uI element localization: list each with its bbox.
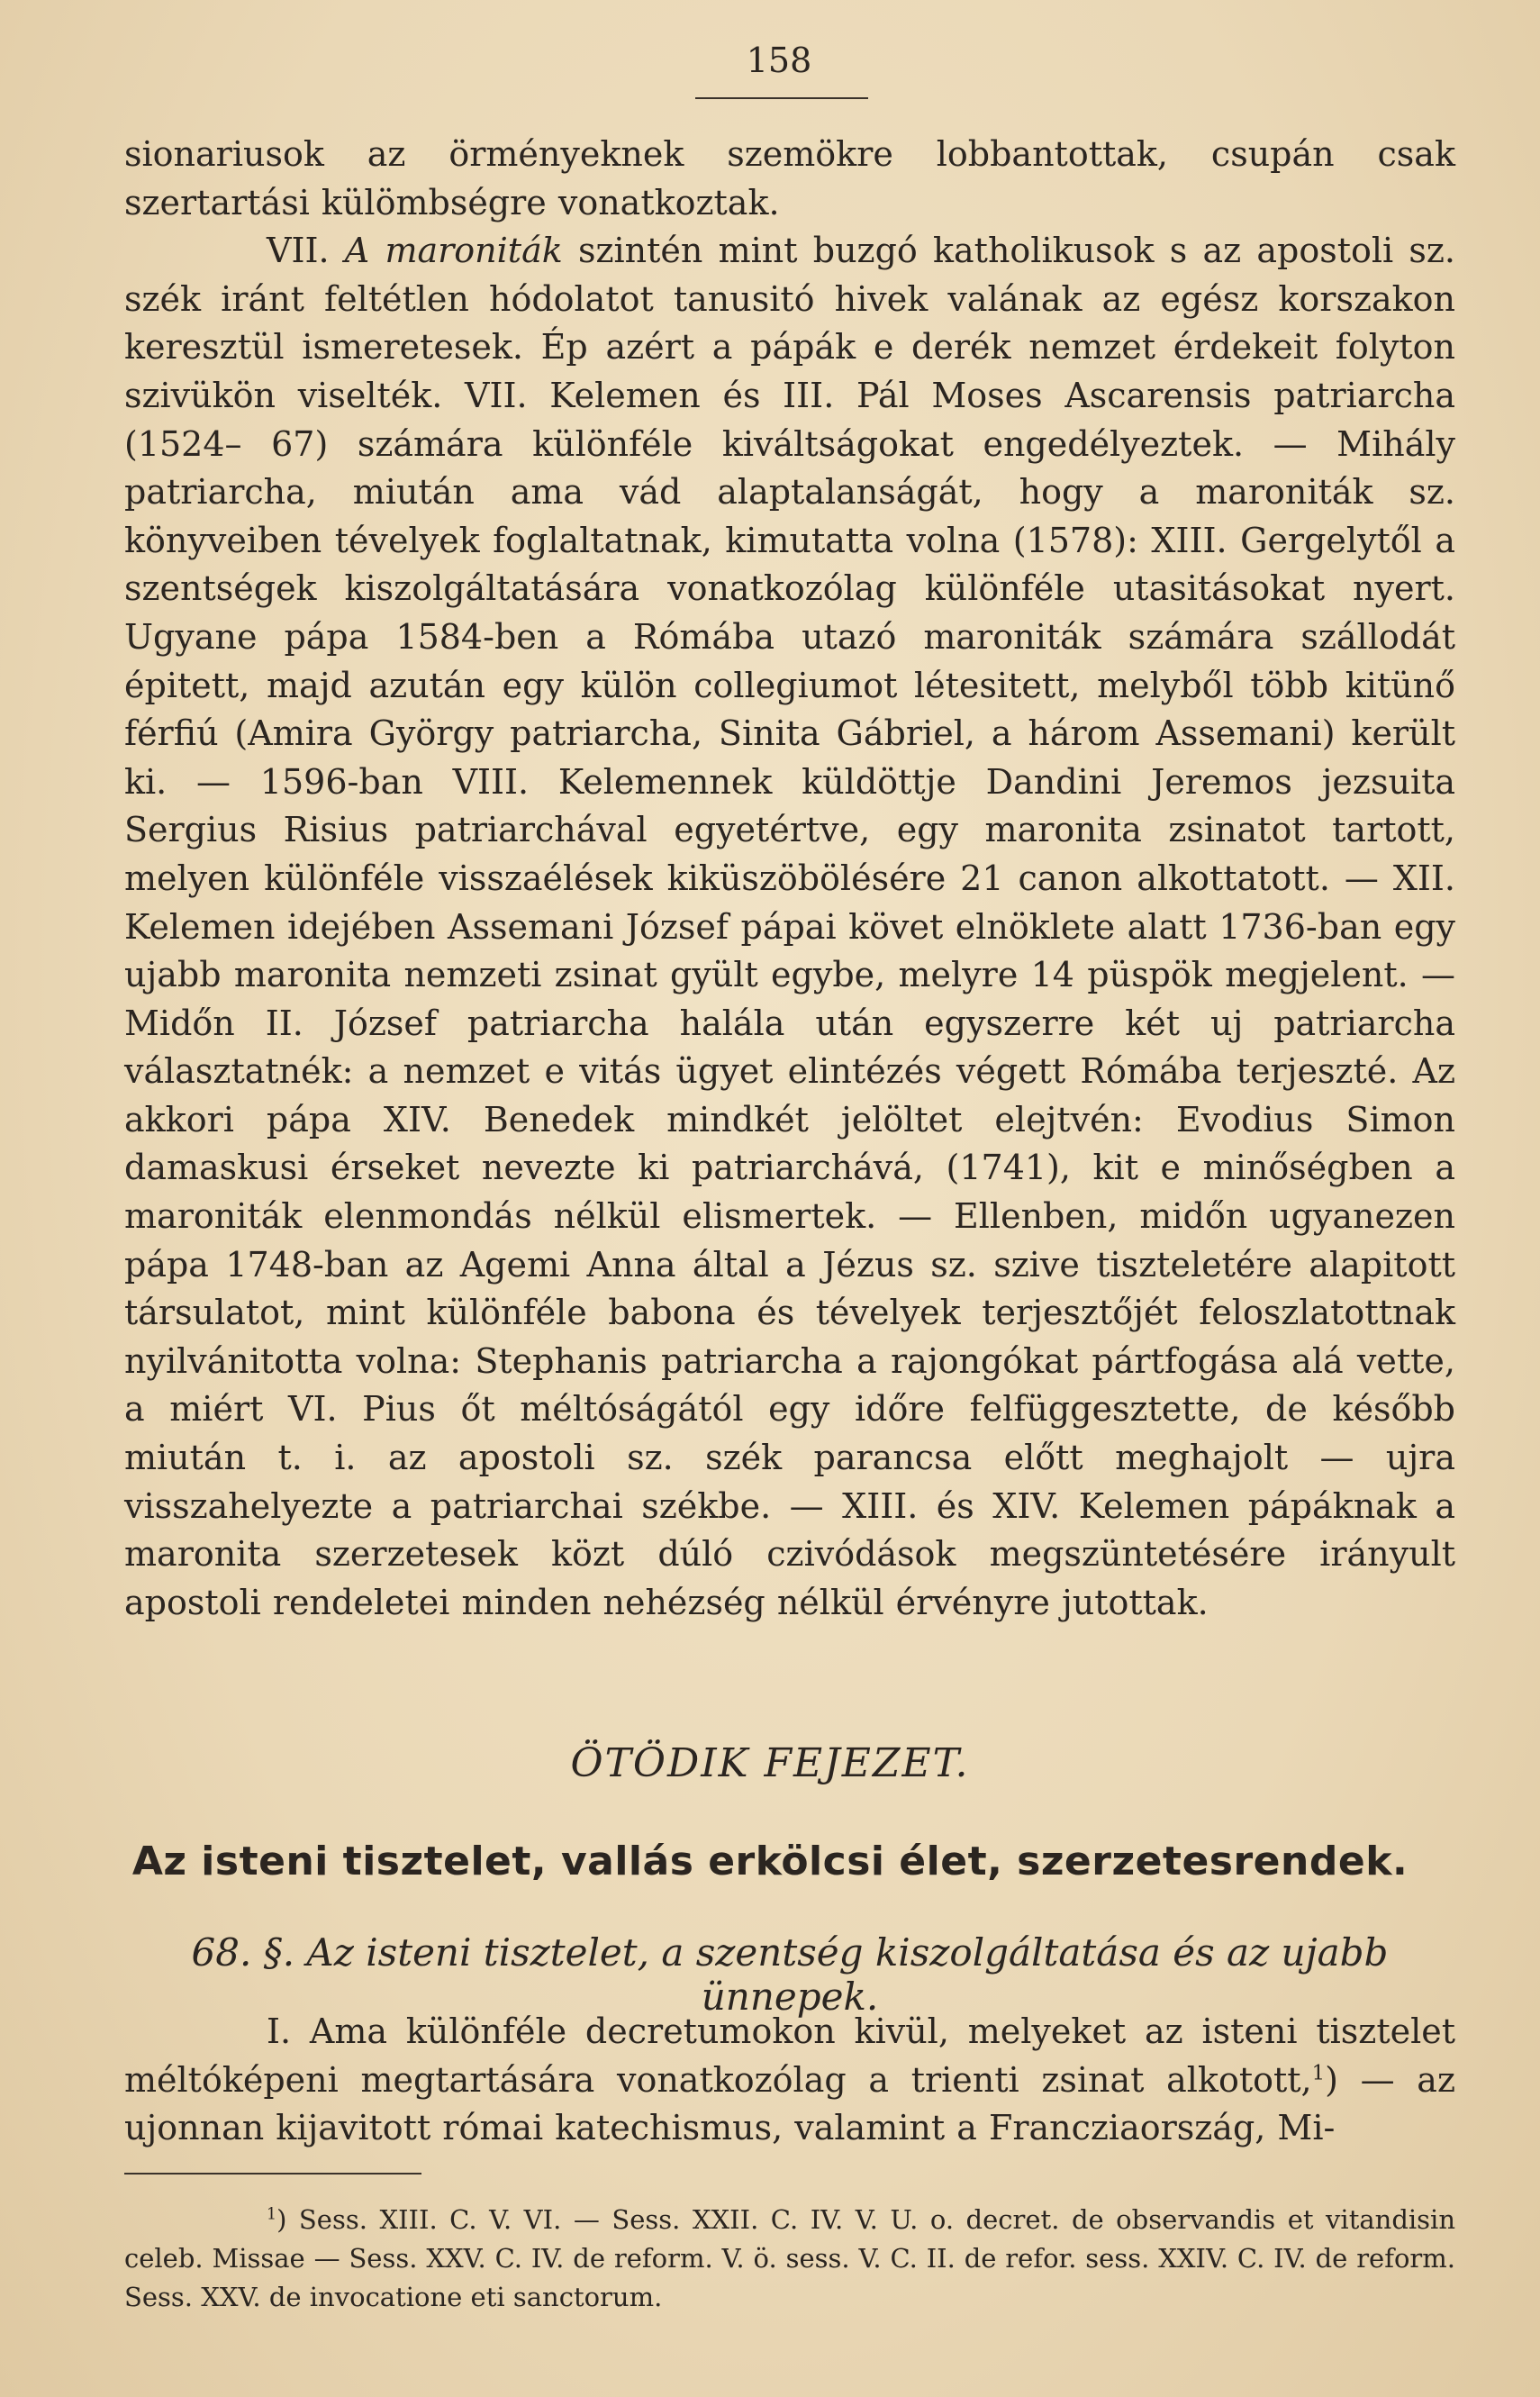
chapter-title: Az isteni tisztelet, vallás erkölcsi élet, szerzetesrendek. (131, 1839, 1409, 1884)
footnote-text: ) Sess. XIII. C. V. VI. — Sess. XXII. C. IV. V. U. o. decret. de observandis et vitandisin celeb. Missae — Sess. XXV. C. IV. de reform. V. ö. sess. V. C. II. de refor. sess. XXIV. C. IV. de reform. Sess. XXV. de invocatione eti sanctorum. (124, 2204, 1455, 2312)
footnote (124, 2201, 1455, 2317)
footnote-mark: 1 (267, 2205, 277, 2224)
chapter-label: ÖTÖDIK FEJEZET. (570, 1740, 970, 1786)
section-paragraph (124, 2008, 1455, 2153)
section-text (124, 2008, 1455, 2153)
section-paragraph-b: ) — az ujonnan kijavitott római katechismus, valamint a Francziaország, Mi- (124, 2059, 1455, 2148)
page-number-rule (695, 97, 868, 99)
section-title: 68. §. Az isteni tisztelet, a szentség kiszolgáltatása és az ujabb ünnepek. (191, 1930, 1389, 2019)
footnote-paragraph (124, 2201, 1455, 2317)
section-paragraph-a: I. Ama különféle decretumokon kivül, melyeket az isteni tisztelet méltóképeni megtartására vonatkozólag a trienti zsinat alkotott, (124, 2011, 1455, 2100)
body-text (124, 131, 1455, 1627)
footnote-reference: 1 (1311, 2060, 1326, 2084)
paragraph-continued: sionariusok az örményeknek szemökre lobbantottak, csupán csak szertartási külömbségre vonatkoztak. (124, 134, 1455, 222)
paragraph-maronites (124, 227, 1455, 1627)
paragraph-rest: szintén mint buzgó katholikusok s az apostoli sz. szék iránt feltétlen hódolatot tanusitó hivek valának az egész korszakon keresztül ismeretesek. Ép azért a pápák e derék nemzet érdekeit folyton szivükön viselték. VII. Kelemen és III. Pál Moses Ascarensis patriarcha (1524– 67) számára különféle kiváltságokat engedélyeztek. — Mihály patriarcha, miután ama vád alaptalanságát, hogy a maroniták sz. könyveiben tévelyek foglaltatnak, kimutatta volna (1578): XIII. Gergelytől a szentségek kiszolgáltatására vonatkozólag különféle utasitásokat nyert. Ugyane pápa 1584-ben a Rómába utazó maroniták számára szállodát épitett, majd azután egy külön collegiumot létesitett, melyből több kitünő férfiú (Amira György patriarcha, Sinita Gábriel, a három Assemani) került ki. — 1596-ban VIII. Kelemennek küldöttje Dandini Jeremos jezsuita Sergius Risius patriarchával egyetértve, egy maronita zsinatot tartott, melyen különféle visszaélések kiküszöbölésére 21 canon alkottatott. — XII. Kelemen idejében Assemani József pápai követ elnöklete alatt 1736-ban egy ujabb maronita nemzeti zsinat gyült egybe, melyre 14 püspök megjelent. — Midőn II. József patriarcha halála után egyszerre két uj patriarcha választatnék: a nemzet e vitás ügyet elintézés végett Rómába terjeszté. Az akkori pápa XIV. Benedek mindkét jelöltet elejtvén: Evodius Simon damaskusi érseket nevezte ki patriarchává, (1741), kit e minőségben a maroniták elenmondás nélkül elismertek. — Ellenben, midőn ugyanezen pápa 1748-ban az Agemi Anna által a Jézus sz. szive tiszteletére alapitott társulatot, mint különféle babona és tévelyek terjesztőjét feloszlatottnak nyilvánitotta volna: Stephanis patriarcha a rajongókat pártfogása alá vette, a miért VI. Pius őt méltóságától egy időre felfüggesztette, de később miután t. i. az apostoli sz. szék parancsa előtt meghajolt — ujra visszahelyezte a patriarchai székbe. — XIII. és XIV. Kelemen pápáknak a maronita szerzetesek közt dúló czivódások megszüntetésére irányult apostoli rendeletei minden nehézség nélkül érvényre jutottak. (124, 231, 1456, 1622)
page-number: 158 (746, 41, 812, 80)
paragraph-lead: VII. (267, 231, 345, 271)
footnote-rule (124, 2173, 421, 2175)
paragraph-italic-term: A maroniták (344, 231, 563, 271)
